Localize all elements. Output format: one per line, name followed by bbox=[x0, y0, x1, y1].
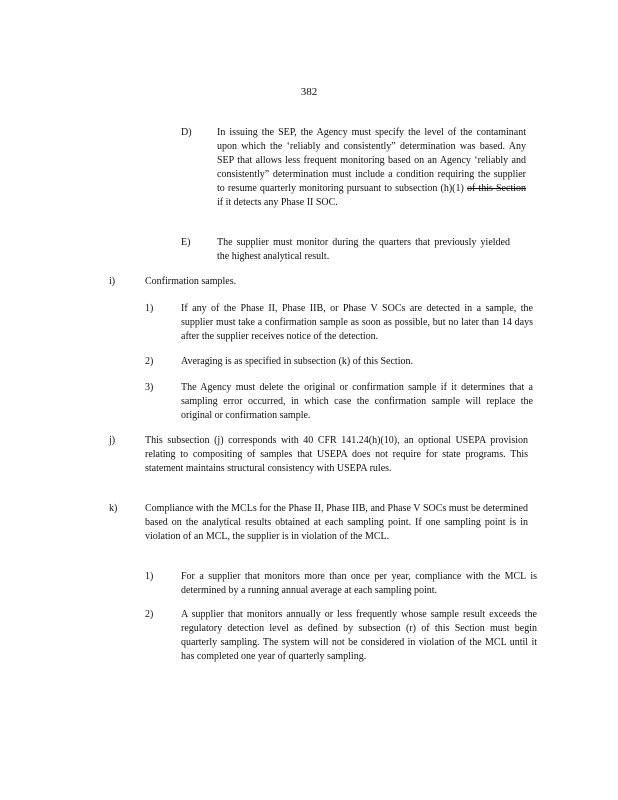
section-i-item-2-label: 2) bbox=[145, 356, 154, 367]
item-d-text-struck: of this Section bbox=[466, 183, 526, 194]
section-k-text: Compliance with the MCLs for the Phase II, Phase IIB, and Phase V SOCs must be determined based on the analytical results obtained at each sampling point. If one sampling point is in violation of an MCL, the supplier is in violation of the MCL. bbox=[145, 503, 528, 542]
section-k-item-2-text: A supplier that monitors annually or less frequently whose sample result exceeds the regulatory detection level as defined by subsection (r) of this Section must begin quarterly sampling. The system will not be considered in violation of the MCL until it has completed one year of quarterly sampling. bbox=[181, 609, 537, 662]
section-i-heading: Confirmation samples. bbox=[145, 276, 237, 287]
item-d-text-main: In issuing the SEP, the Agency must specify the level of the contaminant upon which the ‘reliably and consistently” determination was based. Any SEP that allows less frequent monitoring based on an Agency ‘reliably and consistently” determination must include a condition requiring the supplier to resume quarterly monitoring pursuant to subsection (h)(1) bbox=[217, 127, 526, 194]
section-j-label: j) bbox=[109, 435, 116, 446]
section-i-item-2-text: Averaging is as specified in subsection (k) of this Section. bbox=[181, 356, 413, 367]
page-number: 382 bbox=[300, 86, 318, 98]
item-d-label: D) bbox=[181, 127, 192, 138]
section-i-item-1-text: If any of the Phase II, Phase IIB, or Phase V SOCs are detected in a sample, the supplier must take a confirmation sample as soon as possible, but no later than 14 days after the supplier receives notice of the detection. bbox=[181, 303, 533, 342]
item-e-label: E) bbox=[181, 237, 191, 248]
section-i-item-3-text: The Agency must delete the original or confirmation sample if it determines that a sampling error occurred, in which case the confirmation sample will replace the original or confirmation sample. bbox=[181, 382, 533, 421]
section-i-label: i) bbox=[109, 276, 116, 287]
section-i-item-3-label: 3) bbox=[145, 382, 154, 393]
item-e-text: The supplier must monitor during the quarters that previously yielded the highest analytical result. bbox=[217, 237, 510, 262]
section-i-item-1-label: 1) bbox=[145, 303, 154, 314]
item-d-text-end: if it detects any Phase II SOC. bbox=[217, 197, 338, 208]
section-k-item-2-label: 2) bbox=[145, 609, 154, 620]
section-k-item-1-text: For a supplier that monitors more than once per year, compliance with the MCL is determined by a running annual average at each sampling point. bbox=[181, 571, 537, 596]
section-k-item-1-label: 1) bbox=[145, 571, 154, 582]
item-d-text bbox=[217, 126, 526, 210]
section-j-text: This subsection (j) corresponds with 40 CFR 141.24(h)(10), an optional USEPA provision relating to compositing of samples that USEPA does not require for state programs. This statement maintains structural consistency with USEPA rules. bbox=[145, 435, 528, 474]
section-k-label: k) bbox=[109, 503, 118, 514]
